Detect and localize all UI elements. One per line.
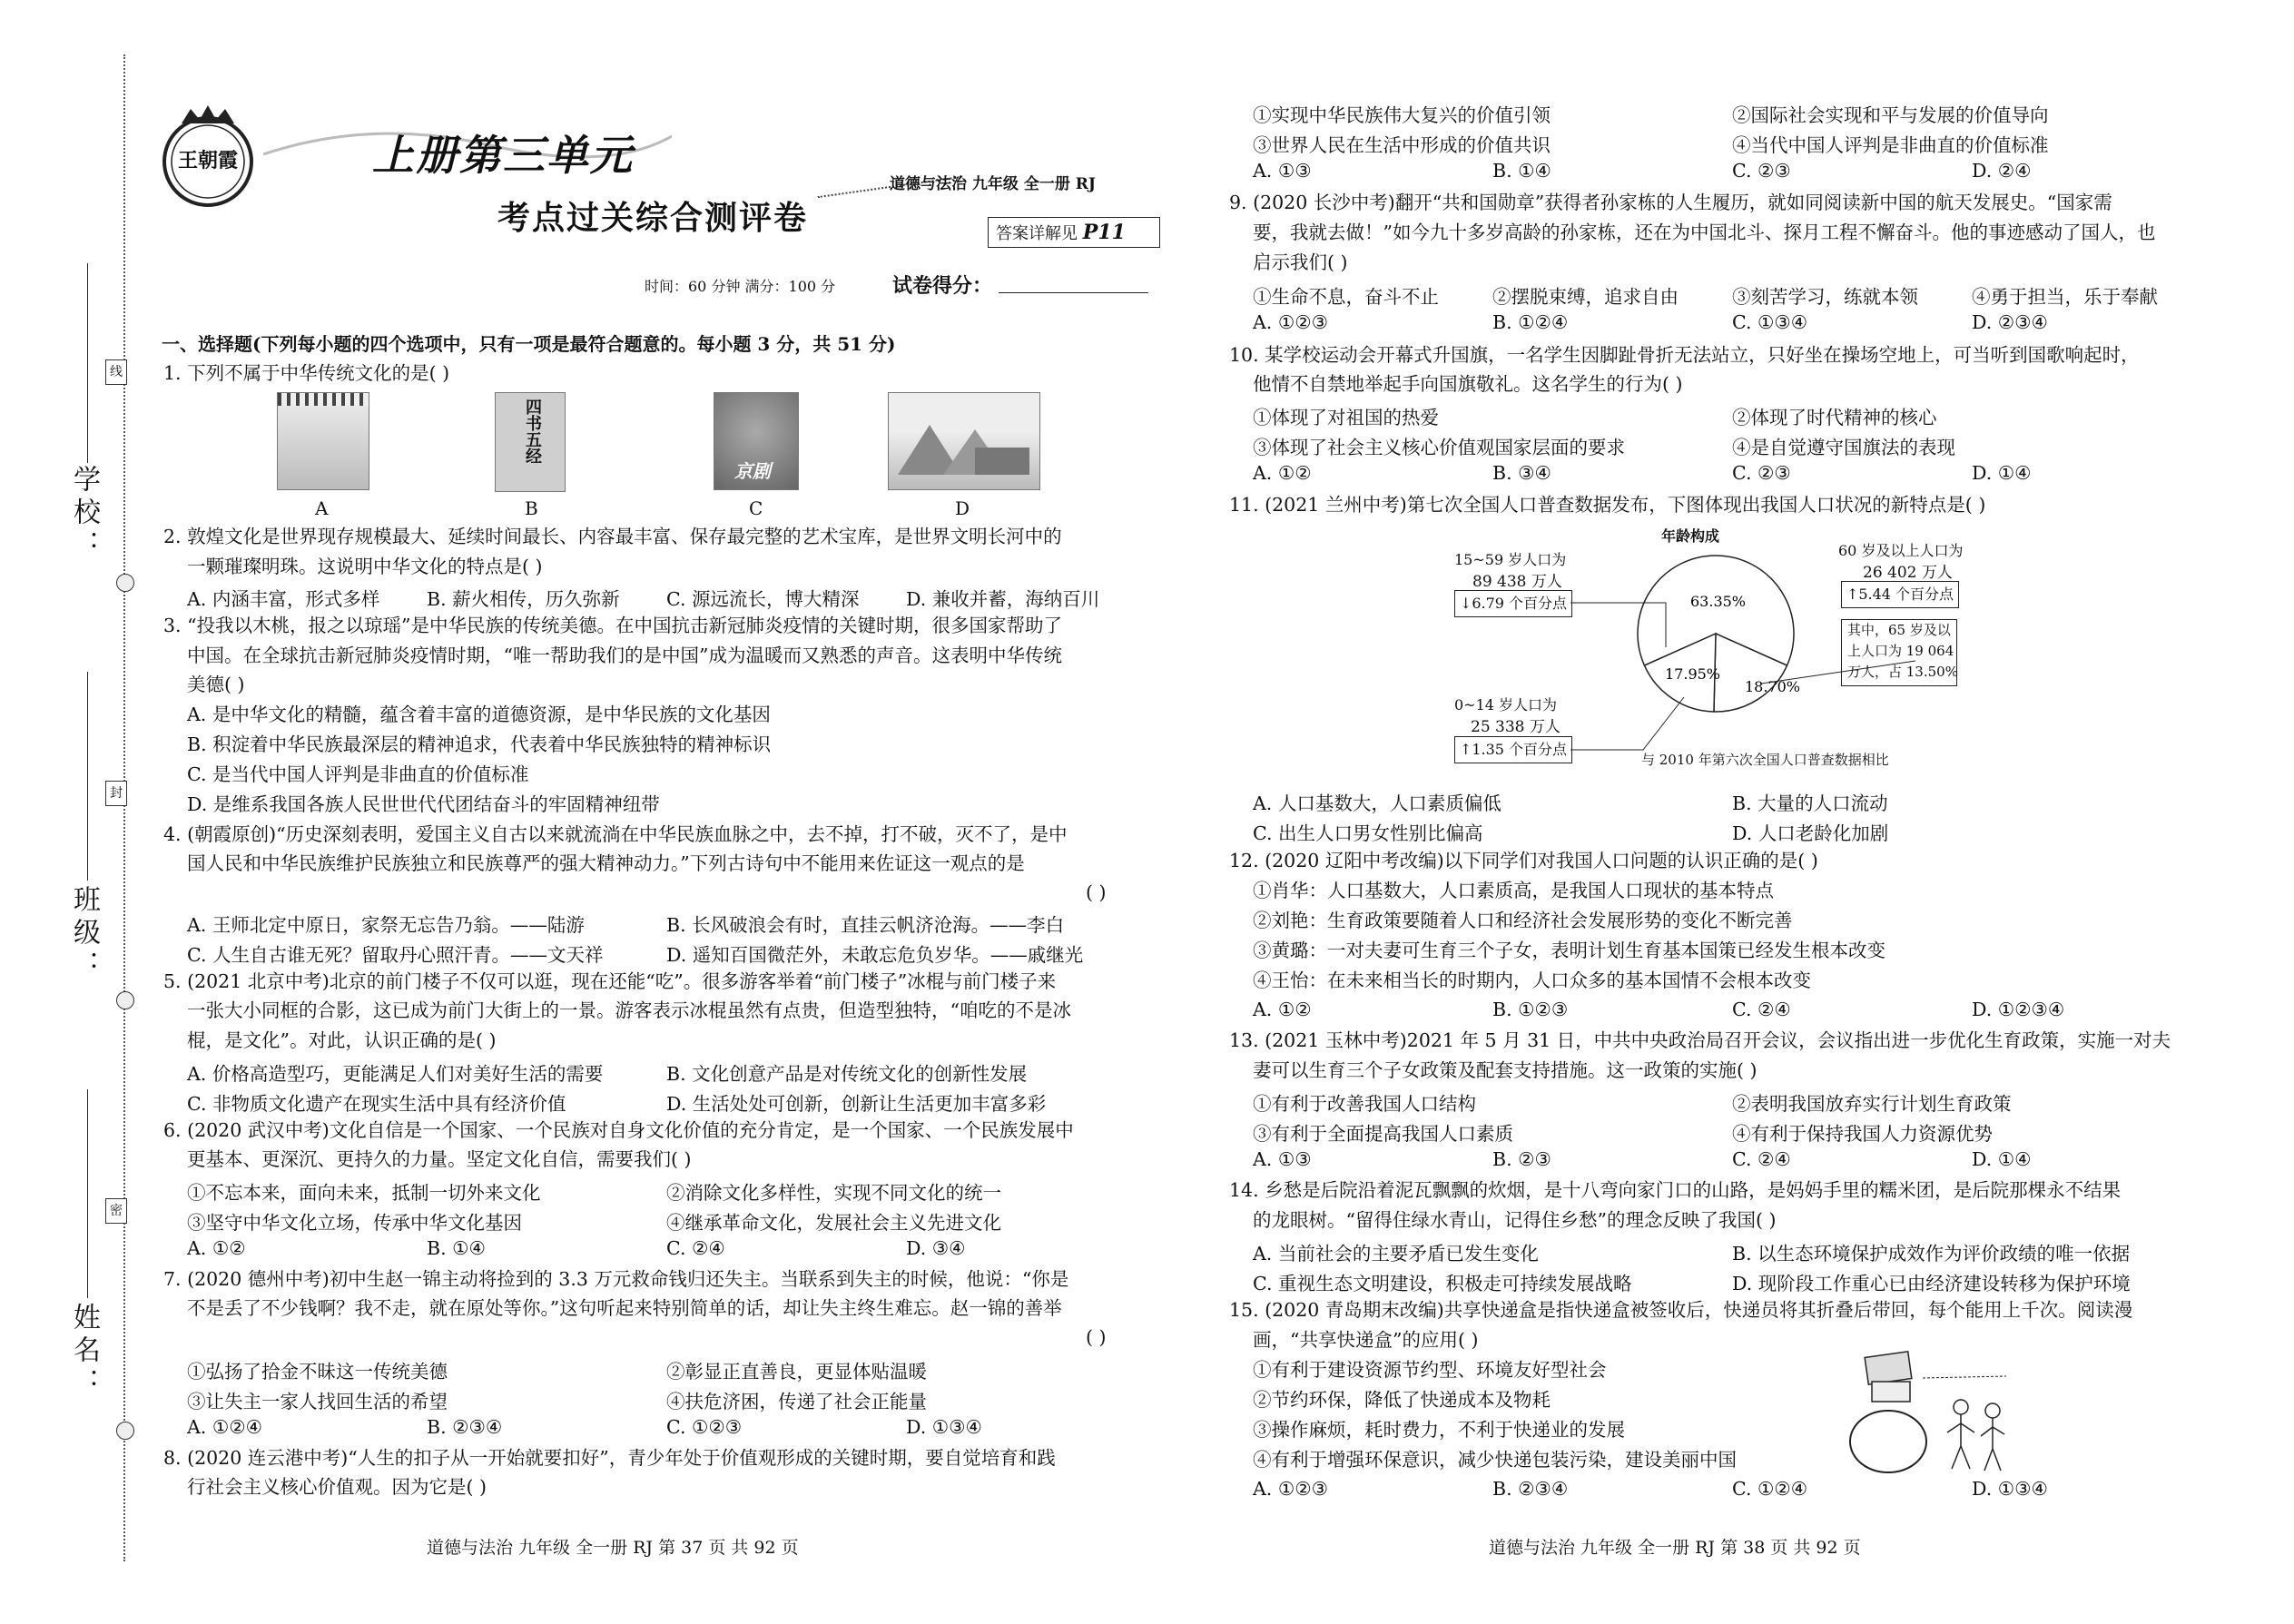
statement: ③有利于全面提高我国人口素质: [1253, 1123, 1513, 1145]
option: C. 源远流长，博大精深: [666, 588, 860, 610]
section-heading: 一、选择题(下列每小题的四个选项中，只有一项是最符合题意的。每小题 3 分，共 51 分): [162, 333, 896, 355]
question-3-line: 中国。在全球抗击新冠肺炎疫情时期，“唯一帮助我们的是中国”成为温暖而又熟悉的声音。这表明中华传统: [187, 645, 1062, 666]
option: D. ①②③④: [1972, 999, 2065, 1020]
question-2-line: 一颗璀璨明珠。这说明中华文化的特点是( ): [187, 556, 543, 577]
question-9-line: 9. (2020 长沙中考)翻开“共和国勋章”获得者孙家栋的人生履历，就如同阅读新中国的航天发展史。“国家需: [1229, 192, 2112, 213]
option: A. 是中华文化的精髓，蕴含着丰富的道德资源，是中华民族的文化基因: [187, 704, 771, 725]
question-10-line: 他情不自禁地举起手向国旗敬礼。这名学生的行为( ): [1253, 373, 1683, 395]
question-5-line: 一张大小同框的合影，这已成为前门大街上的一景。游客表示冰棍虽然有点贵，但造型独特，“咱吃的不是冰: [187, 999, 1071, 1021]
option: D. 现阶段工作重心已由经济建设转移为保护环境: [1732, 1273, 2131, 1294]
statement: ③体现了社会主义核心价值观国家层面的要求: [1253, 437, 1625, 458]
option: B. ①②③: [1492, 999, 1569, 1020]
question-12: 12. (2020 辽阳中考改编)以下同学们对我国人口问题的认识正确的是( ): [1229, 850, 1818, 871]
question-7-line: 7. (2020 德州中考)初中生赵一锦主动将捡到的 3.3 万元救命钱归还失主。当联系到失主的时候，他说：“你是: [163, 1268, 1069, 1290]
statement: ①不忘本来，面向未来，抵制一切外来文化: [187, 1182, 541, 1204]
option: C. ②④: [1732, 1148, 1791, 1170]
option: A. 价格高造型巧，更能满足人们对美好生活的需要: [187, 1063, 604, 1085]
slice-population: 25 338 万人: [1471, 718, 1561, 736]
option: B. 长风破浪会有时，直挂云帆济沧海。——李白: [666, 914, 1065, 936]
answer-note-box: [988, 217, 1160, 248]
score-label: 试卷得分：: [892, 274, 993, 298]
question-11: 11. (2021 兰州中考)第七次全国人口普查数据发布，下图体现出我国人口状况的新特点是( ): [1229, 494, 1986, 516]
question-8-line: 行社会主义核心价值观。因为它是( ): [187, 1476, 487, 1498]
question-6-line: 6. (2020 武汉中考)文化自信是一个国家、一个民族对自身文化价值的充分肯定，是一个国家、一个民族发展中: [163, 1119, 1074, 1141]
opera-mask-image: [714, 392, 799, 490]
opera-label: 京剧: [734, 460, 771, 482]
option: C. 人生自古谁无死？留取丹心照汗青。——文天祥: [187, 944, 604, 966]
option: A. 王师北定中原日，家祭无忘告乃翁。——陆游: [187, 914, 585, 936]
option: B. 文化创意产品是对传统文化的创新性发展: [666, 1063, 1028, 1085]
question-5-line: 5. (2021 北京中考)北京的前门楼子不仅可以逛，现在还能“吃”。很多游客举着“前门楼子”冰棍与前门楼子来: [163, 970, 1057, 992]
shared-box-cartoon: [1834, 1342, 2015, 1478]
question-6-line: 更基本、更深沉、更持久的力量。坚定文化自信，需要我们( ): [187, 1148, 692, 1170]
option: D. 兼收并蓄，海纳百川: [906, 588, 1100, 610]
statement: ②彰显正直善良，更显体贴温暖: [666, 1361, 927, 1383]
option: A. 当前社会的主要矛盾已发生变化: [1253, 1243, 1539, 1265]
calendar-image: [277, 392, 369, 490]
option: D. 遥知百国微茫外，未敢忘危负岁华。——戚继光: [666, 944, 1084, 966]
option: C. 是当代中国人评判是非曲直的价值标准: [187, 763, 529, 785]
option-label-d: D: [955, 497, 970, 519]
slice-label: 15~59 岁人口为: [1454, 551, 1567, 568]
option: D. 是维系我国各族人民世世代代团结奋斗的牢固精神纽带: [187, 793, 660, 815]
class-label: 班级：: [68, 885, 100, 983]
slice-label: 0~14 岁人口为: [1454, 696, 1558, 714]
statement: ③黄璐：一对夫妻可生育三个子女，表明计划生育基本国策已经发生根本改变: [1253, 940, 1885, 961]
option: B. ①④: [427, 1237, 486, 1259]
slice-population: 89 438 万人: [1472, 573, 1562, 591]
statement: ②刘艳：生育政策要随着人口和经济社会发展形势的变化不断完善: [1253, 910, 1793, 931]
option: C. ②③: [1732, 462, 1791, 484]
unit-title: 上册第三单元: [372, 131, 634, 180]
question-10-line: 10. 某学校运动会开幕式升国旗，一名学生因脚趾骨折无法站立，只好坐在操场空地上，可当听到国歌响起时，: [1229, 344, 2140, 366]
option: A. 人口基数大，人口素质偏低: [1253, 792, 1501, 814]
sub-note-line: 其中，65 岁及以: [1847, 622, 1951, 638]
statement: ②摆脱束缚，追求自由: [1492, 286, 1679, 308]
option: C. ①②③: [666, 1416, 743, 1438]
seal-char-xian: 线: [105, 359, 127, 385]
statement: ③刻苦学习，练就本领: [1732, 286, 1918, 308]
slice-change: ↓6.79 个百分点: [1459, 595, 1568, 612]
option-label-a: A: [315, 497, 329, 519]
question-3-line: 美德( ): [187, 674, 245, 695]
question-14-line: 14. 乡愁是后院沿着泥瓦飘飘的炊烟，是十八弯向家门口的山路，是妈妈手里的糯米团，是后院那棵永不结果: [1229, 1179, 2122, 1201]
statement: ②体现了时代精神的核心: [1732, 407, 1937, 428]
option: C. 重视生态文明建设，积极走可持续发展战略: [1253, 1273, 1632, 1294]
option: B. ②③④: [427, 1416, 503, 1438]
statement: ④当代中国人评判是非曲直的价值标准: [1732, 134, 2049, 156]
statement: ③坚守中华文化立场，传承中华文化基因: [187, 1212, 522, 1234]
answer-note: 答案详解见: [996, 224, 1078, 243]
option: D. 生活处处可创新，创新让生活更加丰富多彩: [666, 1093, 1047, 1115]
option: B. 以生态环境保护成效作为评价政绩的唯一依据: [1732, 1243, 2131, 1265]
option: C. ②④: [1732, 999, 1791, 1020]
question-3-line: 3. “投我以木桃，报之以琼瑶”是中华民族的传统美德。在中国抗击新冠肺炎疫情的关键时期，很多国家帮助了: [163, 615, 1063, 636]
option: B. ②③④: [1492, 1478, 1569, 1500]
statement: ④王怡：在未来相当长的时期内，人口众多的基本国情不会根本改变: [1253, 969, 1811, 991]
slice-change-box: [1454, 590, 1572, 617]
answer-page: P11: [1082, 221, 1126, 244]
statement: ④有利于保持我国人力资源优势: [1732, 1123, 1993, 1145]
answer-paren: ( ): [1086, 1326, 1107, 1348]
sub-note-line: 上人口为 19 064: [1847, 643, 1954, 659]
option: A. 内涵丰富，形式多样: [187, 588, 380, 610]
pie-slice-percent: 63.35%: [1690, 593, 1747, 610]
question-13-line: 13. (2021 玉林中考)2021 年 5 月 31 日，中共中央政治局召开会议，会议指出进一步优化生育政策，实施一对夫: [1229, 1029, 2171, 1051]
subject-info: 道德与法治 九年级 全一册 RJ: [890, 175, 1096, 193]
chart-title: 年龄构成: [1661, 527, 1720, 545]
option: D. ①④: [1972, 462, 2032, 484]
slice-label: 60 岁及以上人口为: [1838, 542, 1964, 559]
slice-population: 26 402 万人: [1863, 564, 1953, 582]
statement: ②消除文化多样性，实现不同文化的统一: [666, 1182, 1001, 1204]
statement: ①体现了对祖国的热爱: [1253, 407, 1439, 428]
footer-left: 道德与法治 九年级 全一册 RJ 第 37 页 共 92 页: [427, 1538, 799, 1558]
book-image: [495, 392, 566, 492]
question-8-line: 8. (2020 连云港中考)“人生的扣子从一开始就要扣好”，青少年处于价值观形成的关键时期，要自觉培育和践: [163, 1447, 1056, 1469]
name-line: [87, 1089, 88, 1298]
option: A. ①②③: [1253, 311, 1328, 333]
option: B. 薪火相传，历久弥新: [427, 588, 620, 610]
statement: ④扶危济困，传递了社会正能量: [666, 1391, 927, 1412]
option: D. ①④: [1972, 1148, 2032, 1170]
statement: ②节约环保，降低了快递成本及物耗: [1253, 1389, 1551, 1411]
name-label: 姓名：: [68, 1303, 100, 1401]
statement: ③世界人民在生活中形成的价值共识: [1253, 134, 1551, 156]
option: C. ①③④: [1732, 311, 1808, 333]
option: D. ②③④: [1972, 311, 2048, 333]
option: C. 出生人口男女性别比偏高: [1253, 822, 1483, 844]
book-title: 四书五经: [523, 399, 542, 464]
hole-punch-icon: [116, 1422, 134, 1440]
slice-change: ↑5.44 个百分点: [1846, 586, 1954, 603]
option: B. 大量的人口流动: [1732, 792, 1888, 814]
question-15-line: 15. (2020 青岛期末改编)共享快递盒是指快递盒被签收后，快递员将其折叠后带回，每个能用上千次。阅读漫: [1229, 1299, 2133, 1321]
footer-right: 道德与法治 九年级 全一册 RJ 第 38 页 共 92 页: [1489, 1538, 1861, 1558]
option: B. 积淀着中华民族最深层的精神追求，代表着中华民族独特的精神标识: [187, 733, 772, 755]
statement: ①弘扬了拾金不昧这一传统美德: [187, 1361, 448, 1383]
statement: ③操作麻烦，耗时费力，不利于快递业的发展: [1253, 1419, 1625, 1441]
statement: ③让失主一家人找回生活的希望: [187, 1391, 448, 1412]
question-4-line: 国人民和中华民族维护民族独立和民族尊严的强大精神动力。”下列古诗句中不能用来佐证这一观点的是: [187, 852, 1025, 874]
option: B. ②③: [1492, 1148, 1551, 1170]
option: A. ①②: [1253, 999, 1312, 1020]
statement: ②表明我国放弃实行计划生育政策: [1732, 1093, 2012, 1115]
sub-note-line: 万人，占 13.50%: [1847, 664, 1958, 680]
question-13-line: 妻可以生育三个子女政策及配套支持措施。这一政策的实施( ): [1253, 1059, 1757, 1081]
pie-slice-percent: 17.95%: [1665, 665, 1721, 683]
option: A. ①②③: [1253, 1478, 1328, 1500]
question-9-line: 要，我就去做！”如今九十多岁高龄的孙家栋，还在为中国北斗、探月工程不懈奋斗。他的事迹感动了国人，也: [1253, 221, 2156, 243]
option: B. ①④: [1492, 160, 1551, 182]
statement: ④继承革命文化，发展社会主义先进文化: [666, 1212, 1001, 1234]
logo-text: 王朝霞: [177, 149, 238, 172]
statement: ④是自觉遵守国旗法的表现: [1732, 437, 1955, 458]
option: D. ②④: [1972, 160, 2032, 182]
answer-paren: ( ): [1086, 881, 1107, 903]
exam-title: 考点过关综合测评卷: [497, 199, 809, 237]
option: A. ①②④: [187, 1416, 262, 1438]
question-15-line: 画，“共享快递盒”的应用( ): [1253, 1329, 1479, 1351]
hole-punch-icon: [116, 991, 134, 1009]
sub-note-box: [1841, 619, 1957, 686]
option: C. ②③: [1732, 160, 1791, 182]
question-1: 1. 下列不属于中华传统文化的是( ): [163, 362, 450, 384]
seal-char-mi: 密: [105, 1198, 127, 1224]
option: D. ①③④: [906, 1416, 982, 1438]
question-9-line: 启示我们( ): [1253, 251, 1348, 273]
time-info: 时间：60 分钟 满分：100 分: [645, 278, 836, 295]
option: C. ②④: [666, 1237, 725, 1259]
statement: ①生命不息，奋斗不止: [1253, 286, 1439, 308]
option: A. ①②: [1253, 462, 1312, 484]
option: B. ③④: [1492, 462, 1551, 484]
statement: ④有利于增强环保意识，减少快递包装污染，建设美丽中国: [1253, 1449, 1737, 1471]
pie-slice-percent: 18.70%: [1745, 678, 1801, 695]
brand-logo: [154, 102, 261, 209]
statement: ②国际社会实现和平与发展的价值导向: [1732, 104, 2049, 126]
statement: ①有利于建设资源节约型、环境友好型社会: [1253, 1359, 1607, 1381]
question-7-line: 不是丢了不少钱啊？我不走，就在原处等你。”这句听起来特别简单的话，却让失主终生难忘。赵一锦的善举: [187, 1297, 1062, 1319]
option: A. ①②: [187, 1237, 246, 1259]
option: D. ③④: [906, 1237, 966, 1259]
score-field[interactable]: [999, 292, 1148, 293]
slice-change-box: [1454, 736, 1572, 763]
sphinx-pyramid-image: [888, 392, 1040, 490]
option: A. ①③: [1253, 160, 1312, 182]
question-4-line: 4. (朝霞原创)“历史深刻表明，爱国主义自古以来就流淌在中华民族血脉之中，去不掉，打不破，灭不了，是中: [163, 823, 1068, 845]
question-2-line: 2. 敦煌文化是世界现存规模最大、延续时间最长、内容最丰富、保存最完整的艺术宝库，是世界文明长河中的: [163, 526, 1062, 547]
hole-punch-icon: [116, 574, 134, 592]
option-label-b: B: [525, 497, 538, 519]
statement: ①肖华：人口基数大，人口素质高，是我国人口现状的基本特点: [1253, 880, 1774, 901]
option: A. ①③: [1253, 1148, 1312, 1170]
option: B. ①②④: [1492, 311, 1569, 333]
question-14-line: 的龙眼树。“留得住绿水青山，记得住乡愁”的理念反映了我国( ): [1253, 1209, 1777, 1231]
option: D. ①③④: [1972, 1478, 2048, 1500]
option-label-c: C: [749, 497, 763, 519]
question-5-line: 棍，是文化”。对此，认识正确的是( ): [187, 1029, 497, 1051]
population-chart: [1434, 525, 1997, 788]
seal-char-feng: 封: [105, 781, 127, 806]
binding-dotted-line: [123, 54, 125, 1561]
statement: ①有利于改善我国人口结构: [1253, 1093, 1476, 1115]
chart-footnote: 与 2010 年第六次全国人口普查数据相比: [1641, 752, 1889, 768]
statement: ①实现中华民族伟大复兴的价值引领: [1253, 104, 1551, 126]
option: C. ①②④: [1732, 1478, 1808, 1500]
slice-change-box: [1841, 581, 1959, 608]
school-label: 学校：: [68, 465, 100, 563]
option: D. 人口老龄化加剧: [1732, 822, 1889, 844]
school-line: [87, 263, 88, 463]
slice-change: ↑1.35 个百分点: [1459, 741, 1568, 758]
leader-line: [1570, 697, 1684, 750]
statement: ④勇于担当，乐于奉献: [1972, 286, 2158, 308]
option: C. 非物质文化遗产在现实生活中具有经济价值: [187, 1093, 566, 1115]
class-line: [87, 672, 88, 881]
